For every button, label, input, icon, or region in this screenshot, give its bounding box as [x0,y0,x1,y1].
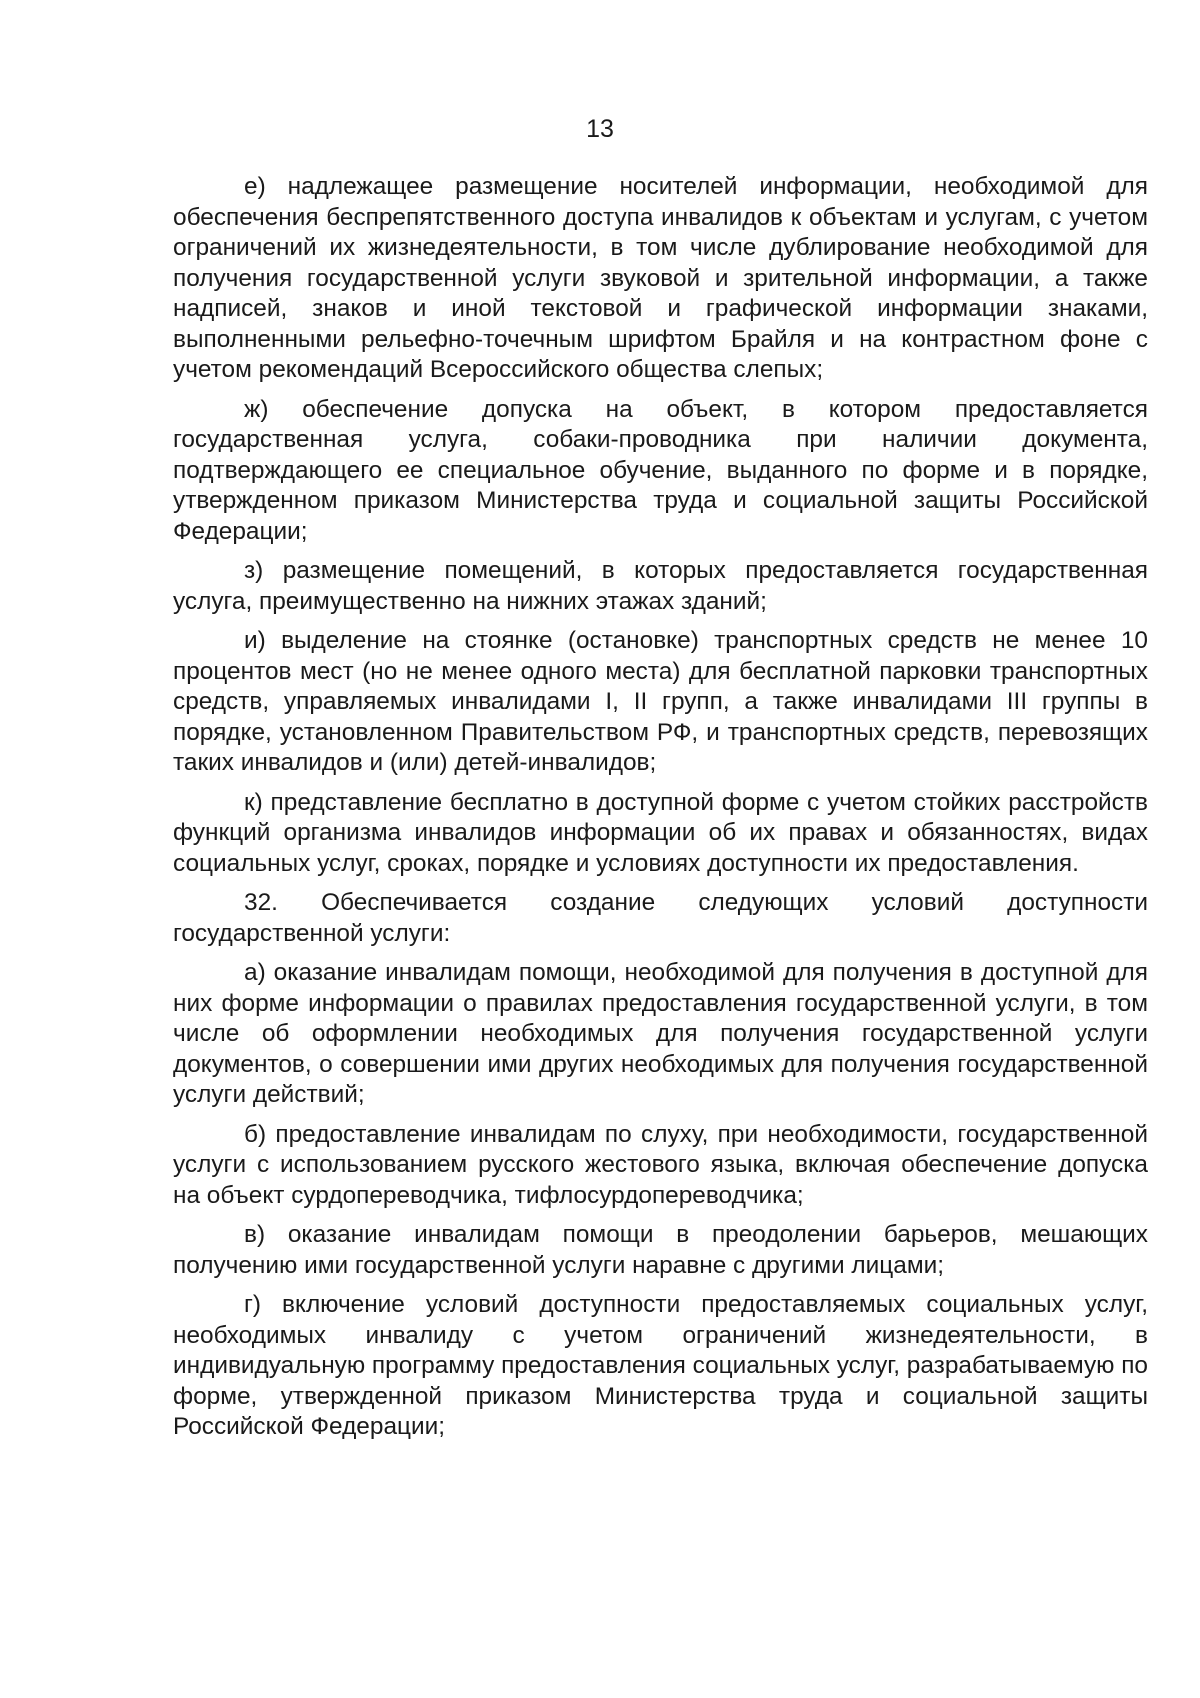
paragraph-zh: ж) обеспечение допуска на объект, в котором предоставляется государственная услуга, собаки-проводника при наличии документа, подтверждающего ее специальное обучение, выданного по форме и в порядке, утвержденном приказом Министерства труда и социальной защиты Российской Федерации; [173,395,1148,545]
paragraph-e: е) надлежащее размещение носителей информации, необходимой для обеспечения беспрепятственного доступа инвалидов к объектам и услугам, с учетом ограничений их жизнедеятельности, в том числе дублирование необходимой для получения государственной услуги звуковой и зрительной информации, а также надписей, знаков и иной текстовой и графической информации знаками, выполненными рельефно-точечным шрифтом Брайля и на контрастном фоне с учетом рекомендаций Всероссийского общества слепых; [173,173,1148,383]
document-body [173,172,1148,1443]
paragraph-a: а) оказание инвалидам помощи, необходимой для получения в доступной для них форме информации о правилах предоставления государственной услуги, в том числе об оформлении необходимых для получения государственной услуги документов, о совершении ими других необходимых для получения государственной услуги действий; [173,959,1148,1108]
paragraph-i: и) выделение на стоянке (остановке) транспортных средств не менее 10 процентов мест (но не менее одного места) для бесплатной парковки транспортных средств, управляемых инвалидами I, II групп, а также инвалидами III группы в порядке, установленном Правительством РФ, и транспортных средств, перевозящих таких инвалидов и (или) детей-инвалидов; [173,627,1148,776]
page-number: 13 [586,115,614,143]
paragraph-k: к) представление бесплатно в доступной форме с учетом стойких расстройств функций организма инвалидов информации об их правах и обязанностях, видах социальных услуг, сроках, порядке и условиях доступности их предоставления. [173,788,1148,877]
paragraph-z: з) размещение помещений, в которых предоставляется государственная услуга, преимущественно на нижних этажах зданий; [173,557,1148,615]
paragraph-v: в) оказание инвалидам помощи в преодолении барьеров, мешающих получению ими государственной услуги наравне с другими лицами; [173,1221,1148,1279]
paragraph-32: 32. Обеспечивается создание следующих условий доступности государственной услуги: [173,889,1148,947]
paragraph-g: г) включение условий доступности предоставляемых социальных услуг, необходимых инвалиду с учетом ограничений жизнедеятельности, в индивидуальную программу предоставления социальных услуг, разрабатываемую по форме, утвержденной приказом Министерства труда и социальной защиты Российской Федерации; [173,1291,1148,1440]
paragraph-b: б) предоставление инвалидам по слуху, при необходимости, государственной услуги с использованием русского жестового языка, включая обеспечение допуска на объект сурдопереводчика, тифлосурдопереводчика; [173,1120,1148,1209]
